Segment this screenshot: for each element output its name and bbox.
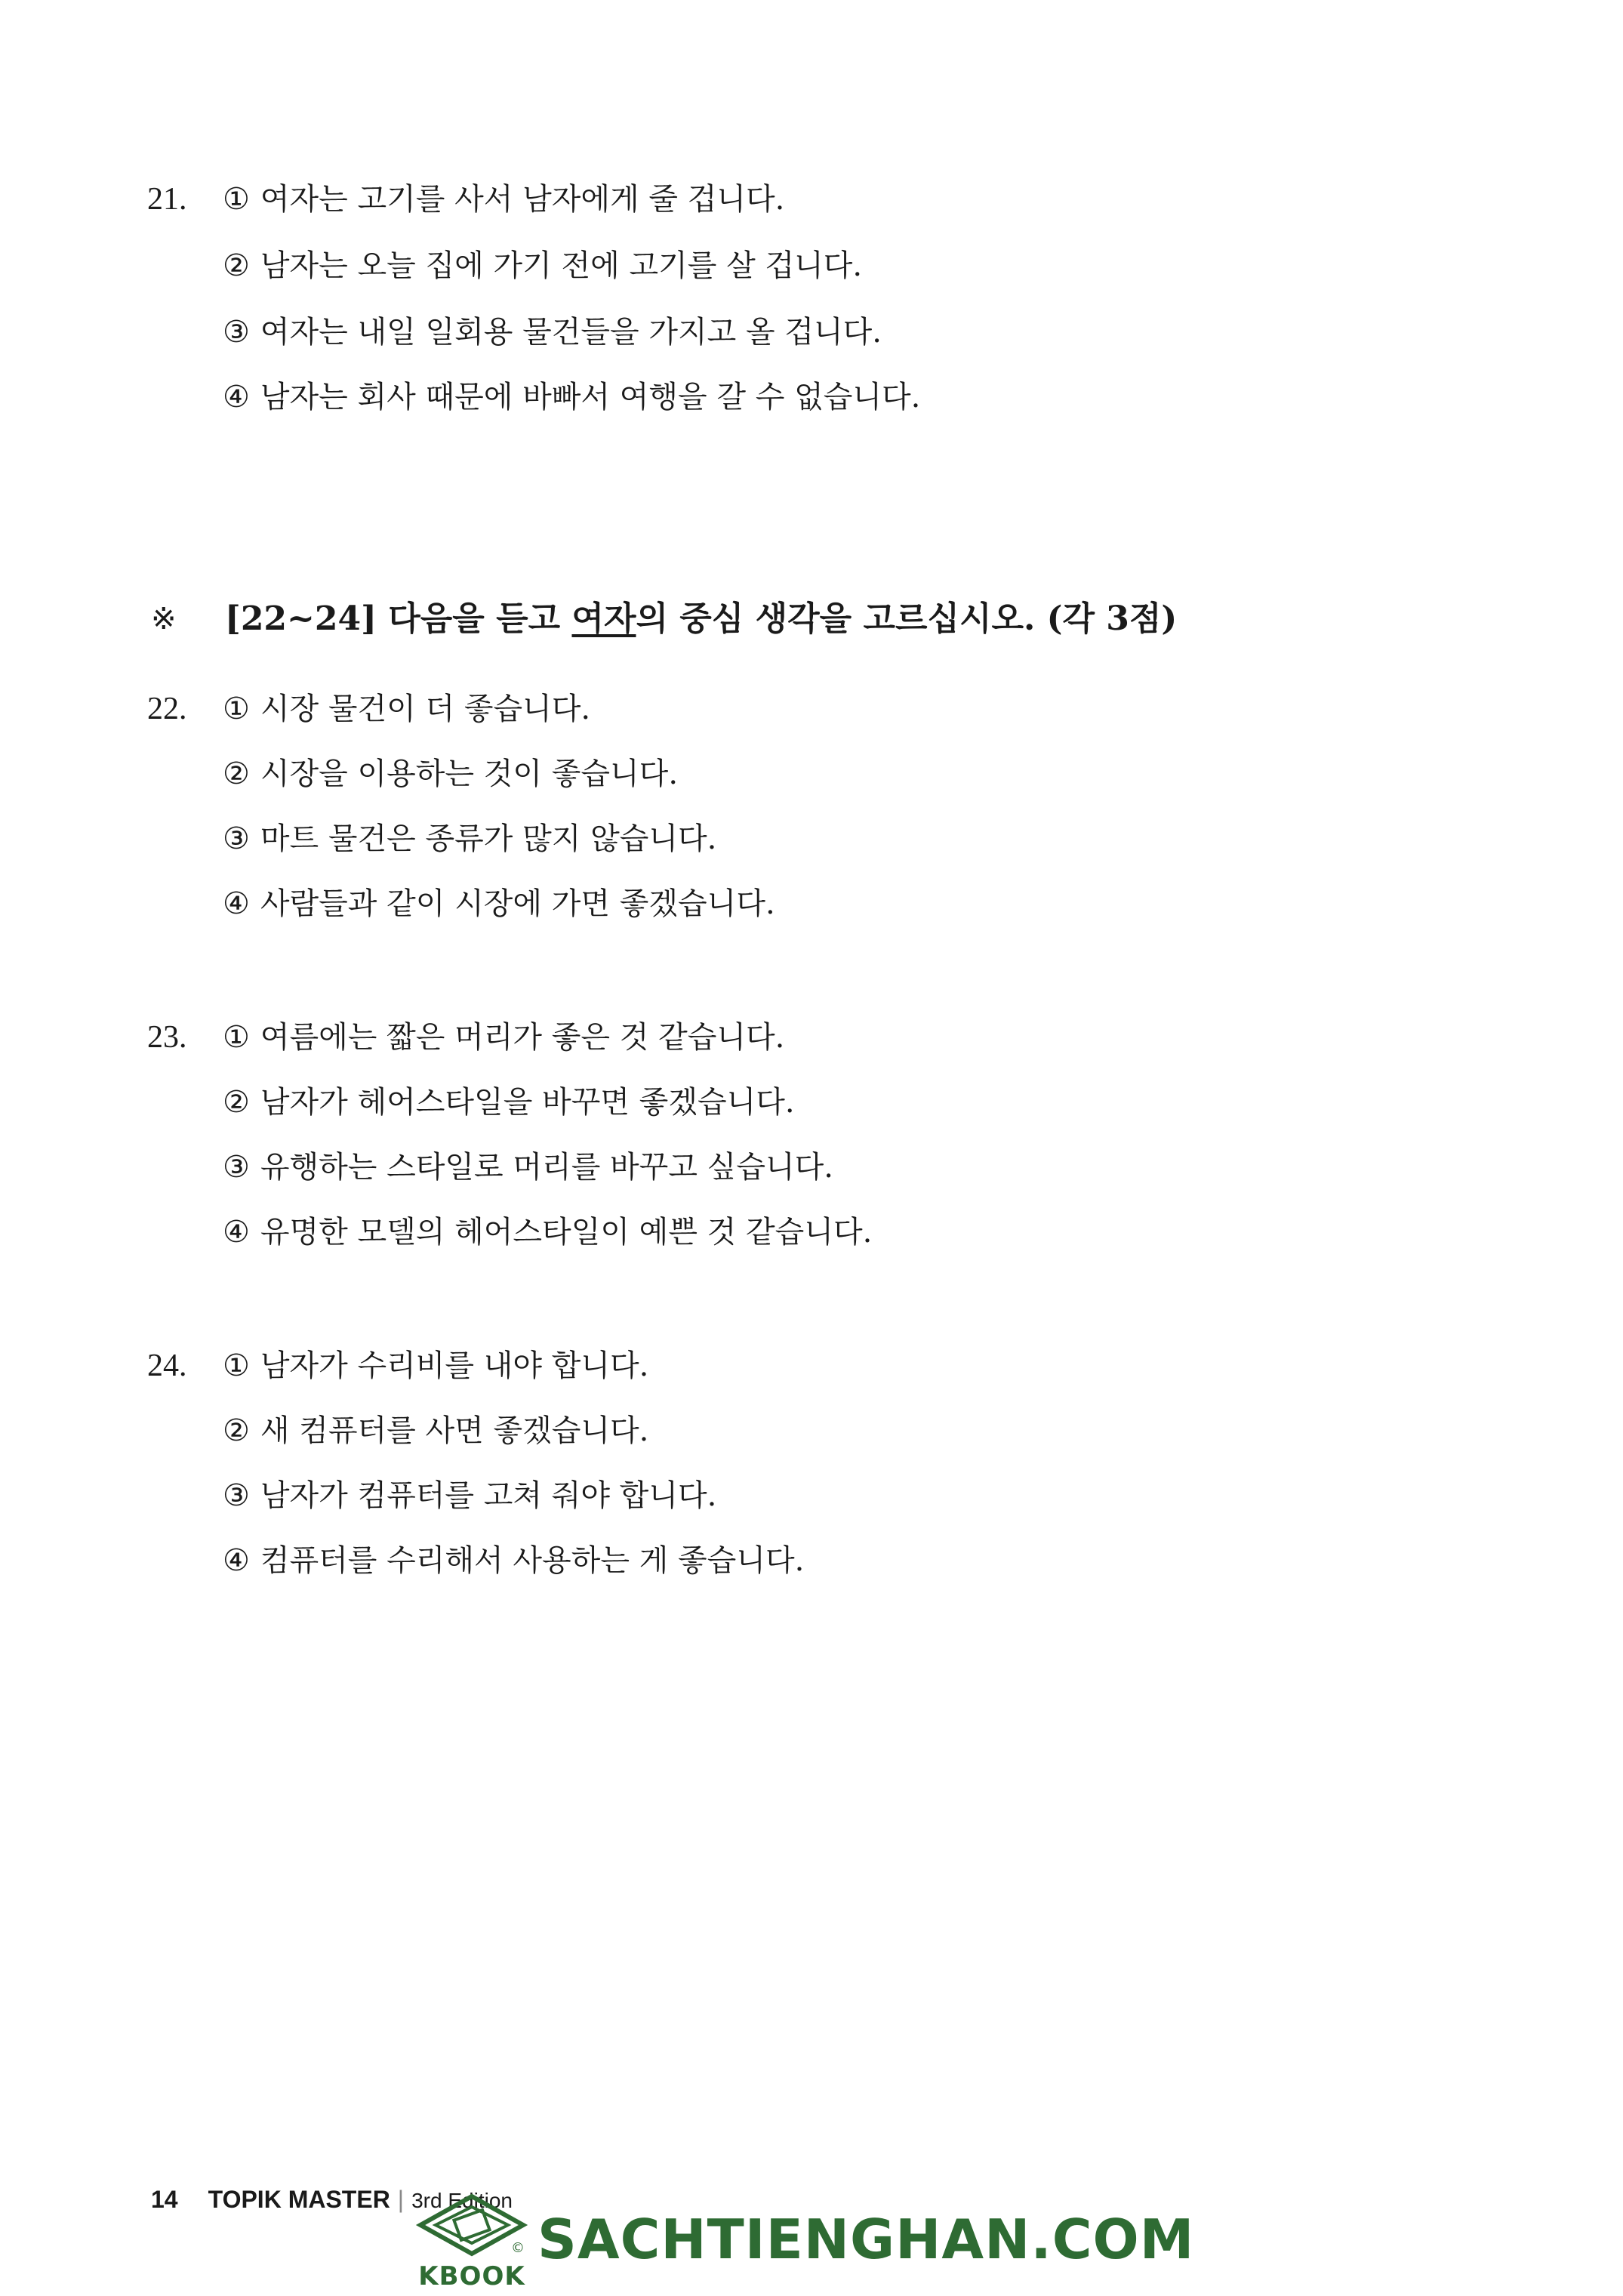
- watermark-site[interactable]: SACHTIENGHAN.COM: [537, 2208, 1195, 2271]
- option-number: ②: [223, 1413, 250, 1448]
- option-number: ④: [223, 1543, 250, 1578]
- option-text: 시장 물건이 더 좋습니다.: [260, 692, 591, 726]
- question-24: [147, 1344, 1506, 1586]
- kbook-logo: [411, 2193, 532, 2291]
- option-3[interactable]: [223, 310, 882, 354]
- instruction-points: (각 3점): [1046, 599, 1178, 638]
- option-4[interactable]: [223, 1210, 872, 1254]
- option-number: ①: [223, 1020, 250, 1055]
- option-text: 여자는 내일 일회용 물건들을 가지고 올 겁니다.: [260, 315, 882, 350]
- page-number: 14: [151, 2186, 178, 2213]
- question-21: [147, 177, 1506, 419]
- reference-mark: ※: [151, 602, 177, 636]
- question-number: 22.: [147, 692, 187, 726]
- option-text: 유명한 모델의 헤어스타일이 예쁜 것 같습니다.: [260, 1215, 873, 1250]
- option-number: ③: [223, 1478, 250, 1513]
- option-text: 유행하는 스타일로 머리를 바꾸고 싶습니다.: [260, 1150, 833, 1185]
- instruction-underlined: 여자: [571, 599, 636, 638]
- option-3[interactable]: [223, 817, 716, 861]
- option-text: 마트 물건은 종류가 많지 않습니다.: [260, 821, 717, 856]
- option-text: 여자는 고기를 사서 남자에게 줄 겁니다.: [260, 182, 785, 217]
- option-number: ①: [223, 692, 250, 726]
- option-text: 사람들과 같이 시장에 가면 좋겠습니다.: [260, 886, 775, 921]
- option-text: 남자는 회사 때문에 바빠서 여행을 갈 수 없습니다.: [260, 380, 921, 415]
- option-number: ④: [223, 1215, 250, 1250]
- question-number: 24.: [147, 1348, 187, 1383]
- option-text: 시장을 이용하는 것이 좋습니다.: [260, 757, 679, 791]
- instruction-range: [22~24]: [225, 599, 377, 638]
- option-1[interactable]: [223, 1015, 784, 1059]
- option-1[interactable]: [223, 177, 784, 221]
- option-number: ③: [223, 1150, 250, 1185]
- option-2[interactable]: [223, 1080, 795, 1124]
- option-1[interactable]: [223, 687, 590, 731]
- option-text: 남자가 헤어스타일을 바꾸면 좋겠습니다.: [260, 1085, 795, 1120]
- option-number: ③: [223, 821, 250, 856]
- option-2[interactable]: [223, 1409, 648, 1453]
- copyright-mark: ©: [511, 2240, 525, 2256]
- option-1[interactable]: [223, 1344, 648, 1388]
- option-number: ②: [223, 248, 250, 283]
- option-number: ②: [223, 1085, 250, 1120]
- option-text: 남자는 오늘 집에 가기 전에 고기를 살 겁니다.: [260, 248, 863, 283]
- option-2[interactable]: [223, 244, 862, 288]
- option-2[interactable]: [223, 752, 678, 796]
- option-text: 컴퓨터를 수리해서 사용하는 게 좋습니다.: [260, 1543, 805, 1578]
- option-3[interactable]: [223, 1145, 833, 1189]
- question-22: [147, 687, 1506, 929]
- option-number: ④: [223, 886, 250, 921]
- option-4[interactable]: [223, 1539, 804, 1583]
- question-23: [147, 1015, 1506, 1257]
- option-4[interactable]: [223, 882, 775, 926]
- logo-text: KBOOK: [418, 2261, 525, 2291]
- option-number: ①: [223, 1348, 250, 1383]
- edition-label: 3rd Edition: [411, 2189, 513, 2212]
- book-title: TOPIK MASTER: [208, 2186, 390, 2213]
- instruction-after: 의 중심 생각을 고르십시오.: [636, 599, 1036, 638]
- option-number: ①: [223, 182, 250, 217]
- option-3[interactable]: [223, 1474, 716, 1518]
- option-text: 남자가 컴퓨터를 고쳐 줘야 합니다.: [260, 1478, 717, 1513]
- footer-separator: |: [397, 2186, 405, 2213]
- option-text: 남자가 수리비를 내야 합니다.: [260, 1348, 649, 1383]
- instruction-text: [225, 596, 1177, 642]
- question-number: 21.: [147, 182, 187, 217]
- option-number: ④: [223, 380, 250, 415]
- option-text: 여름에는 짧은 머리가 좋은 것 같습니다.: [260, 1020, 785, 1055]
- option-number: ②: [223, 757, 250, 791]
- option-4[interactable]: [223, 375, 920, 419]
- option-number: ③: [223, 315, 250, 350]
- option-text: 새 컴퓨터를 사면 좋겠습니다.: [260, 1413, 649, 1448]
- instruction-before: 다음을 듣고: [388, 599, 561, 638]
- question-number: 23.: [147, 1020, 187, 1055]
